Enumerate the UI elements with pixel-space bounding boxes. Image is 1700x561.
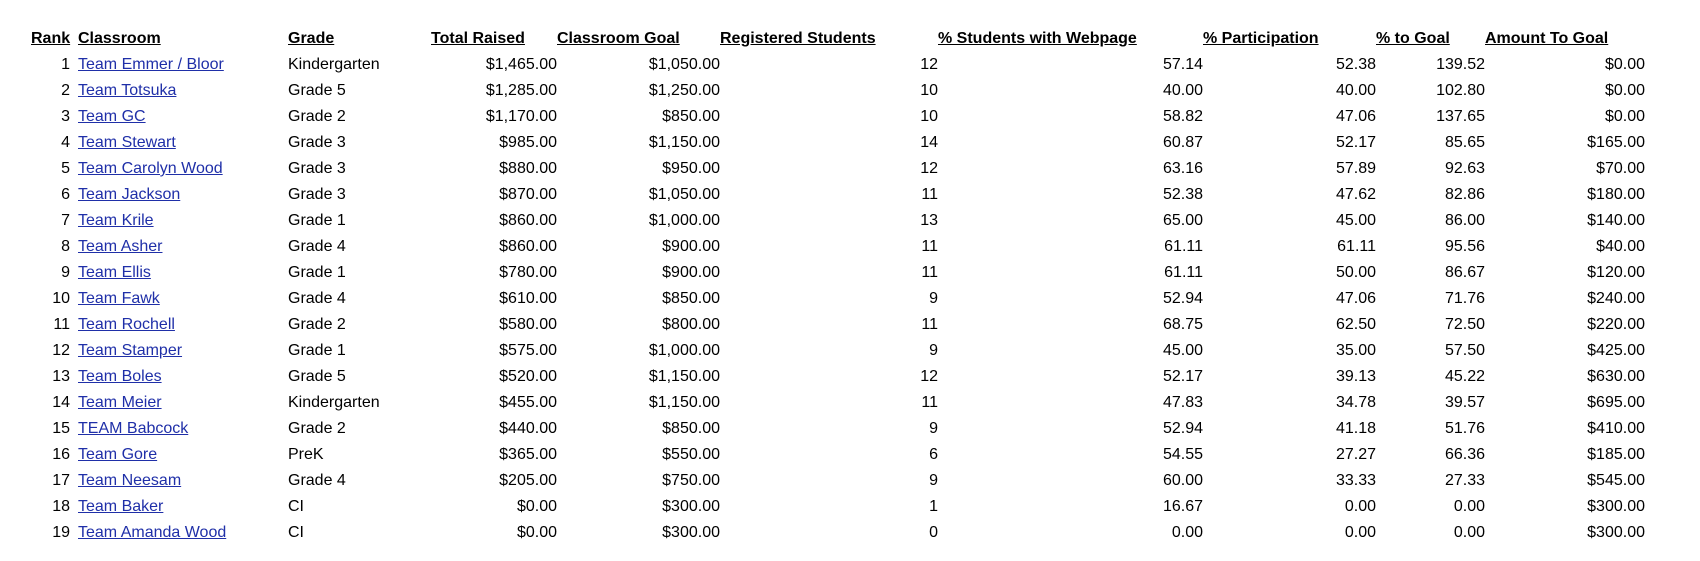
pct-to-goal-cell: 137.65: [1436, 108, 1485, 125]
rank-cell: 4: [61, 134, 70, 151]
grade-cell: Grade 3: [288, 160, 346, 177]
pct-to-goal-cell: 72.50: [1444, 316, 1485, 333]
classroom-goal-cell: $1,250.00: [648, 82, 720, 99]
pct-to-goal-cell: 86.67: [1444, 264, 1485, 281]
classroom-link[interactable]: Team Stamper: [78, 342, 183, 359]
pct-webpage-cell: 58.82: [1162, 108, 1203, 125]
table-row: [31, 416, 1645, 442]
pct-webpage-cell: 52.94: [1162, 420, 1203, 437]
total-raised-cell: $1,465.00: [485, 56, 557, 73]
classroom-goal-cell: $950.00: [662, 160, 720, 177]
grade-cell: PreK: [288, 446, 324, 463]
registered-students-cell: 6: [929, 446, 938, 463]
pct-to-goal-cell: 45.22: [1444, 368, 1485, 385]
amount-to-goal-cell: $70.00: [1596, 160, 1645, 177]
table-row: [31, 208, 1645, 234]
classroom-cell: [78, 468, 288, 494]
grade-cell: Grade 3: [288, 186, 346, 203]
classroom-link[interactable]: Team Ellis: [78, 264, 151, 281]
total-raised-cell: $580.00: [499, 316, 557, 333]
pct-webpage-cell: 57.14: [1162, 56, 1203, 73]
classroom-goal-cell: $1,000.00: [648, 212, 720, 229]
grade-cell: Grade 1: [288, 212, 346, 229]
amount-to-goal-cell: $40.00: [1596, 238, 1645, 255]
classroom-cell: [78, 52, 288, 78]
rank-cell: 2: [61, 82, 70, 99]
table-row: [31, 390, 1645, 416]
pct-participation-cell: 0.00: [1344, 524, 1376, 541]
amount-to-goal-cell: $300.00: [1587, 524, 1645, 541]
pct-webpage-cell: 52.94: [1162, 290, 1203, 307]
pct-to-goal-cell: 85.65: [1444, 134, 1485, 151]
rank-cell: 3: [61, 108, 70, 125]
classroom-cell: [78, 390, 288, 416]
table-row: [31, 364, 1645, 390]
registered-students-cell: 9: [929, 290, 938, 307]
rank-cell: 12: [52, 342, 70, 359]
classroom-link[interactable]: Team Krile: [78, 212, 154, 229]
rank-cell: 8: [61, 238, 70, 255]
grade-cell: Grade 3: [288, 134, 346, 151]
classroom-goal-cell: $550.00: [662, 446, 720, 463]
classroom-cell: [78, 182, 288, 208]
amount-to-goal-cell: $300.00: [1587, 498, 1645, 515]
pct-webpage-cell: 45.00: [1162, 342, 1203, 359]
classroom-goal-cell: $1,050.00: [648, 186, 720, 203]
classroom-leaderboard-table: [31, 26, 1645, 546]
classroom-cell: [78, 286, 288, 312]
classroom-goal-cell: $850.00: [662, 420, 720, 437]
pct-webpage-cell: 40.00: [1162, 82, 1203, 99]
table-row: [31, 52, 1645, 78]
classroom-link[interactable]: Team Emmer / Bloor: [78, 56, 224, 73]
registered-students-cell: 1: [929, 498, 938, 515]
pct-to-goal-cell: 139.52: [1436, 56, 1485, 73]
table-row: [31, 156, 1645, 182]
header-rank: Rank: [31, 30, 71, 47]
table-row: [31, 78, 1645, 104]
classroom-cell: [78, 494, 288, 520]
rank-cell: 6: [61, 186, 70, 203]
grade-cell: CI: [288, 498, 304, 515]
total-raised-cell: $0.00: [516, 498, 557, 515]
pct-webpage-cell: 65.00: [1162, 212, 1203, 229]
total-raised-cell: $520.00: [499, 368, 557, 385]
pct-to-goal-cell: 66.36: [1444, 446, 1485, 463]
table-row: [31, 130, 1645, 156]
pct-participation-cell: 40.00: [1335, 82, 1376, 99]
grade-cell: Grade 2: [288, 108, 346, 125]
classroom-link[interactable]: Team Rochell: [78, 316, 175, 333]
pct-webpage-cell: 63.16: [1162, 160, 1203, 177]
table-row: [31, 468, 1645, 494]
classroom-goal-cell: $300.00: [662, 498, 720, 515]
total-raised-cell: $575.00: [499, 342, 557, 359]
pct-participation-cell: 45.00: [1335, 212, 1376, 229]
registered-students-cell: 11: [921, 394, 938, 411]
total-raised-cell: $860.00: [499, 238, 557, 255]
rank-cell: 7: [61, 212, 70, 229]
pct-participation-cell: 47.06: [1335, 290, 1376, 307]
classroom-cell: [78, 364, 288, 390]
amount-to-goal-cell: $0.00: [1604, 82, 1645, 99]
pct-to-goal-cell: 27.33: [1444, 472, 1485, 489]
rank-cell: 19: [52, 524, 70, 541]
pct-webpage-cell: 0.00: [1171, 524, 1203, 541]
table-row: [31, 104, 1645, 130]
registered-students-cell: 14: [920, 134, 938, 151]
amount-to-goal-cell: $545.00: [1587, 472, 1645, 489]
classroom-cell: [78, 104, 288, 130]
pct-participation-cell: 47.06: [1335, 108, 1376, 125]
table-row: [31, 520, 1645, 546]
grade-cell: Grade 2: [288, 420, 346, 437]
total-raised-cell: $880.00: [499, 160, 557, 177]
grade-cell: Grade 4: [288, 290, 346, 307]
classroom-goal-cell: $1,150.00: [648, 394, 720, 411]
classroom-goal-cell: $1,150.00: [648, 368, 720, 385]
classroom-link[interactable]: Team GC: [78, 108, 146, 125]
classroom-link[interactable]: TEAM Babcock: [78, 420, 189, 437]
pct-participation-cell: 41.18: [1335, 420, 1376, 437]
registered-students-cell: 0: [929, 524, 938, 541]
pct-webpage-cell: 16.67: [1162, 498, 1203, 515]
table-row: [31, 312, 1645, 338]
pct-to-goal-cell: 0.00: [1453, 498, 1485, 515]
classroom-link[interactable]: Team Neesam: [78, 472, 182, 489]
pct-webpage-cell: 52.38: [1162, 186, 1203, 203]
header-row: [31, 26, 1645, 52]
total-raised-cell: $455.00: [499, 394, 557, 411]
rank-cell: 14: [52, 394, 70, 411]
amount-to-goal-cell: $185.00: [1587, 446, 1645, 463]
registered-students-cell: 12: [920, 56, 938, 73]
rank-cell: 15: [52, 420, 70, 437]
grade-cell: Kindergarten: [288, 56, 380, 73]
pct-webpage-cell: 61.11: [1164, 238, 1203, 255]
header-total-raised: Total Raised: [431, 30, 525, 47]
pct-webpage-cell: 60.87: [1162, 134, 1203, 151]
classroom-cell: [78, 78, 288, 104]
amount-to-goal-cell: $220.00: [1587, 316, 1645, 333]
pct-participation-cell: 33.33: [1335, 472, 1376, 489]
pct-webpage-cell: 60.00: [1162, 472, 1203, 489]
header-classroom-goal: Classroom Goal: [557, 30, 680, 47]
table-row: [31, 182, 1645, 208]
total-raised-cell: $610.00: [499, 290, 557, 307]
table-row: [31, 234, 1645, 260]
table-row: [31, 338, 1645, 364]
grade-cell: Grade 1: [288, 264, 346, 281]
classroom-link[interactable]: Team Baker: [78, 498, 164, 515]
classroom-link[interactable]: Team Totsuka: [78, 82, 177, 99]
pct-participation-cell: 34.78: [1335, 394, 1376, 411]
total-raised-cell: $205.00: [499, 472, 557, 489]
classroom-goal-cell: $850.00: [662, 108, 720, 125]
registered-students-cell: 11: [921, 264, 938, 281]
registered-students-cell: 11: [921, 186, 938, 203]
classroom-goal-cell: $1,000.00: [648, 342, 720, 359]
amount-to-goal-cell: $0.00: [1604, 108, 1645, 125]
pct-to-goal-cell: 71.76: [1444, 290, 1485, 307]
classroom-link[interactable]: Team Amanda Wood: [78, 524, 227, 541]
classroom-cell: [78, 416, 288, 442]
total-raised-cell: $860.00: [499, 212, 557, 229]
registered-students-cell: 9: [929, 472, 938, 489]
pct-participation-cell: 62.50: [1335, 316, 1376, 333]
total-raised-cell: $440.00: [499, 420, 557, 437]
registered-students-cell: 10: [920, 82, 938, 99]
pct-to-goal-cell: 39.57: [1444, 394, 1485, 411]
grade-cell: Grade 2: [288, 316, 346, 333]
classroom-cell: [78, 156, 288, 182]
classroom-goal-cell: $300.00: [662, 524, 720, 541]
rank-cell: 17: [52, 472, 70, 489]
rank-cell: 5: [61, 160, 70, 177]
rank-cell: 11: [53, 316, 70, 333]
classroom-cell: [78, 520, 288, 546]
pct-participation-cell: 35.00: [1335, 342, 1376, 359]
header-registered-students: Registered Students: [720, 30, 876, 47]
classroom-link[interactable]: Team Boles: [78, 368, 162, 385]
registered-students-cell: 11: [921, 238, 938, 255]
table-row: [31, 442, 1645, 468]
amount-to-goal-cell: $630.00: [1587, 368, 1645, 385]
leaderboard-rows: [31, 52, 1645, 546]
pct-participation-cell: 47.62: [1335, 186, 1376, 203]
grade-cell: Grade 5: [288, 368, 346, 385]
classroom-goal-cell: $1,150.00: [648, 134, 720, 151]
amount-to-goal-cell: $165.00: [1587, 134, 1645, 151]
classroom-cell: [78, 260, 288, 286]
classroom-link[interactable]: Team Stewart: [78, 134, 176, 151]
classroom-link[interactable]: Team Fawk: [78, 290, 160, 307]
pct-webpage-cell: 54.55: [1162, 446, 1203, 463]
pct-participation-cell: 39.13: [1335, 368, 1376, 385]
pct-webpage-cell: 52.17: [1162, 368, 1203, 385]
pct-participation-cell: 52.38: [1335, 56, 1376, 73]
pct-participation-cell: 52.17: [1335, 134, 1376, 151]
pct-to-goal-cell: 0.00: [1453, 524, 1485, 541]
pct-to-goal-cell: 86.00: [1444, 212, 1485, 229]
header-pct-students-webpage: % Students with Webpage: [938, 30, 1137, 47]
pct-webpage-cell: 47.83: [1162, 394, 1203, 411]
classroom-goal-cell: $900.00: [662, 238, 720, 255]
grade-cell: Grade 1: [288, 342, 346, 359]
registered-students-cell: 9: [929, 420, 938, 437]
amount-to-goal-cell: $695.00: [1587, 394, 1645, 411]
pct-to-goal-cell: 82.86: [1444, 186, 1485, 203]
grade-cell: Grade 4: [288, 472, 346, 489]
amount-to-goal-cell: $180.00: [1587, 186, 1645, 203]
classroom-cell: [78, 312, 288, 338]
rank-cell: 18: [52, 498, 70, 515]
classroom-cell: [78, 338, 288, 364]
pct-webpage-cell: 61.11: [1164, 264, 1203, 281]
classroom-cell: [78, 130, 288, 156]
classroom-goal-cell: $900.00: [662, 264, 720, 281]
classroom-goal-cell: $850.00: [662, 290, 720, 307]
header-classroom: Classroom: [78, 30, 161, 47]
table-row: [31, 260, 1645, 286]
classroom-link[interactable]: Team Jackson: [78, 186, 181, 203]
header-amount-to-goal: Amount To Goal: [1485, 30, 1609, 47]
pct-to-goal-cell: 102.80: [1436, 82, 1485, 99]
grade-cell: Grade 5: [288, 82, 346, 99]
amount-to-goal-cell: $410.00: [1587, 420, 1645, 437]
pct-to-goal-cell: 95.56: [1444, 238, 1485, 255]
classroom-cell: [78, 442, 288, 468]
grade-cell: Grade 4: [288, 238, 346, 255]
registered-students-cell: 12: [920, 368, 938, 385]
total-raised-cell: $870.00: [499, 186, 557, 203]
classroom-link[interactable]: Team Meier: [78, 394, 162, 411]
total-raised-cell: $1,285.00: [485, 82, 557, 99]
classroom-cell: [78, 234, 288, 260]
total-raised-cell: $780.00: [499, 264, 557, 281]
rank-cell: 13: [52, 368, 70, 385]
pct-to-goal-cell: 57.50: [1444, 342, 1485, 359]
amount-to-goal-cell: $240.00: [1587, 290, 1645, 307]
pct-to-goal-cell: 51.76: [1444, 420, 1485, 437]
amount-to-goal-cell: $120.00: [1587, 264, 1645, 281]
grade-cell: CI: [288, 524, 304, 541]
classroom-link[interactable]: Team Carolyn Wood: [78, 160, 223, 177]
rank-cell: 16: [52, 446, 70, 463]
pct-participation-cell: 57.89: [1335, 160, 1376, 177]
total-raised-cell: $0.00: [516, 524, 557, 541]
pct-participation-cell: 61.11: [1337, 238, 1376, 255]
registered-students-cell: 12: [920, 160, 938, 177]
classroom-cell: [78, 208, 288, 234]
total-raised-cell: $1,170.00: [485, 108, 557, 125]
rank-cell: 10: [52, 290, 70, 307]
registered-students-cell: 9: [929, 342, 938, 359]
registered-students-cell: 10: [920, 108, 938, 125]
classroom-goal-cell: $800.00: [662, 316, 720, 333]
pct-webpage-cell: 68.75: [1162, 316, 1203, 333]
amount-to-goal-cell: $425.00: [1587, 342, 1645, 359]
grade-cell: Kindergarten: [288, 394, 380, 411]
rank-cell: 9: [61, 264, 70, 281]
classroom-link[interactable]: Team Asher: [78, 238, 163, 255]
classroom-goal-cell: $1,050.00: [648, 56, 720, 73]
registered-students-cell: 11: [921, 316, 938, 333]
total-raised-cell: $365.00: [499, 446, 557, 463]
registered-students-cell: 13: [920, 212, 938, 229]
table-row: [31, 494, 1645, 520]
classroom-link[interactable]: Team Gore: [78, 446, 158, 463]
pct-participation-cell: 0.00: [1344, 498, 1376, 515]
rank-cell: 1: [61, 56, 70, 73]
amount-to-goal-cell: $140.00: [1587, 212, 1645, 229]
pct-to-goal-cell: 92.63: [1444, 160, 1485, 177]
header-pct-participation: % Participation: [1203, 30, 1319, 47]
amount-to-goal-cell: $0.00: [1604, 56, 1645, 73]
header-grade: Grade: [288, 30, 335, 47]
table-row: [31, 286, 1645, 312]
classroom-goal-cell: $750.00: [662, 472, 720, 489]
pct-participation-cell: 50.00: [1335, 264, 1376, 281]
pct-participation-cell: 27.27: [1335, 446, 1376, 463]
header-pct-to-goal: % to Goal: [1376, 30, 1450, 47]
total-raised-cell: $985.00: [499, 134, 557, 151]
